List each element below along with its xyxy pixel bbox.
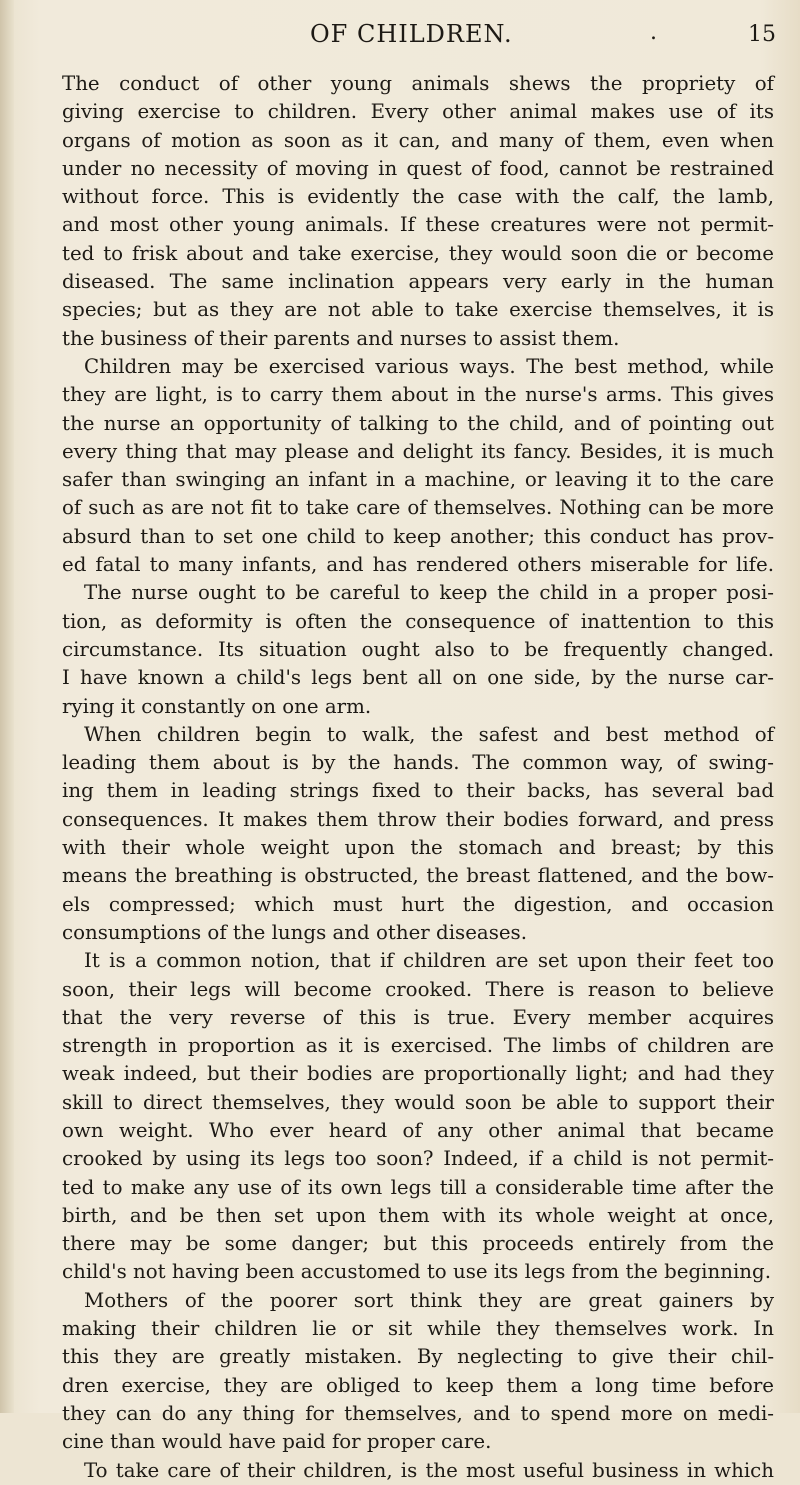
text-line: ted to make any use of its own legs till a considerable time after the	[62, 1175, 774, 1199]
text-line: they can do any thing for themselves, and to spend more on medi-	[62, 1401, 774, 1425]
text-line: When children begin to walk, the safest and best method of	[84, 722, 774, 746]
text-line: Children may be exercised various ways. The best method, while	[84, 354, 774, 378]
running-head: OF CHILDREN.	[310, 20, 513, 48]
text-line: means the breathing is obstructed, the breast flattened, and the bow-	[62, 864, 774, 888]
text-line: under no necessity of moving in quest of food, cannot be restrained	[62, 156, 774, 180]
page-gutter-shadow	[0, 0, 14, 1413]
text-line: els compressed; which must hurt the digestion, and occasion	[62, 892, 774, 916]
text-line: the business of their parents and nurses to assist them.	[62, 326, 620, 350]
text-line: ted to frisk about and take exercise, they would soon die or become	[62, 241, 774, 265]
text-line: with their whole weight upon the stomach and breast; by this	[62, 836, 774, 860]
text-line: every thing that may please and delight its fancy. Besides, it is much	[62, 439, 774, 463]
text-line: rying it constantly on one arm.	[62, 694, 372, 718]
text-line: Mothers of the poorer sort think they are great gainers by	[84, 1288, 774, 1312]
text-line: To take care of their children, is the most useful business in which	[84, 1458, 774, 1482]
text-line: this they are greatly mistaken. By neglecting to give their chil-	[62, 1345, 774, 1369]
text-line: tion, as deformity is often the consequence of inattention to this	[62, 609, 774, 633]
text-line: safer than swinging an infant in a machine, or leaving it to the care	[62, 468, 774, 492]
text-line: strength in proportion as it is exercised. The limbs of children are	[62, 1034, 774, 1058]
text-line: there may be some danger; but this proceeds entirely from the	[62, 1232, 774, 1256]
text-line: own weight. Who ever heard of any other animal that became	[62, 1118, 774, 1142]
page-header	[60, 20, 776, 54]
text-line: and most other young animals. If these creatures were not permit-	[62, 213, 774, 237]
text-line: ed fatal to many infants, and has rendered others miserable for life.	[62, 553, 774, 577]
text-line: It is a common notion, that if children are set upon their feet too	[84, 949, 774, 973]
page-number: 15	[748, 22, 776, 47]
text-line: diseased. The same inclination appears very early in the human	[62, 270, 774, 294]
text-line: leading them about is by the hands. The common way, of swing-	[62, 751, 774, 775]
text-line: consequences. It makes them throw their bodies forward, and press	[62, 807, 774, 831]
text-line: giving exercise to children. Every other animal makes use of its	[62, 100, 774, 124]
text-line: absurd than to set one child to keep another; this conduct has prov-	[62, 524, 774, 548]
stray-mark: .	[650, 20, 657, 45]
text-line: circumstance. Its situation ought also to be frequently changed.	[62, 637, 774, 661]
text-line: skill to direct themselves, they would soon be able to support their	[62, 1090, 774, 1114]
text-line: of such as are not fit to take care of themselves. Nothing can be more	[62, 496, 774, 520]
text-line: child's not having been accustomed to use its legs from the beginning.	[62, 1260, 771, 1284]
text-line: ing them in leading strings fixed to their backs, has several bad	[62, 779, 774, 803]
text-line: making their children lie or sit while they themselves work. In	[62, 1317, 774, 1341]
body-text	[62, 70, 774, 1485]
text-line: soon, their legs will become crooked. There is reason to believe	[62, 977, 774, 1001]
text-line: crooked by using its legs too soon? Indeed, if a child is not permit-	[62, 1147, 774, 1171]
text-line: birth, and be then set upon them with its whole weight at once,	[62, 1203, 774, 1227]
text-line: consumptions of the lungs and other diseases.	[62, 920, 527, 944]
text-line: The nurse ought to be careful to keep the child in a proper posi-	[84, 581, 774, 605]
text-line: that the very reverse of this is true. Every member acquires	[62, 1005, 774, 1029]
text-line: organs of motion as soon as it can, and many of them, even when	[62, 128, 774, 152]
text-line: they are light, is to carry them about in the nurse's arms. This gives	[62, 383, 774, 407]
text-line: dren exercise, they are obliged to keep them a long time before	[62, 1373, 774, 1397]
text-line: The conduct of other young animals shews the propriety of	[62, 72, 774, 95]
text-line: cine than would have paid for proper care.	[62, 1430, 492, 1454]
text-line: without force. This is evidently the case with the calf, the lamb,	[62, 185, 774, 209]
text-line: the nurse an opportunity of talking to the child, and of pointing out	[62, 411, 774, 435]
text-line: species; but as they are not able to take exercise themselves, it is	[62, 298, 774, 322]
text-line: weak indeed, but their bodies are proportionally light; and had they	[62, 1062, 774, 1086]
text-line: I have known a child's legs bent all on one side, by the nurse car-	[62, 666, 774, 690]
